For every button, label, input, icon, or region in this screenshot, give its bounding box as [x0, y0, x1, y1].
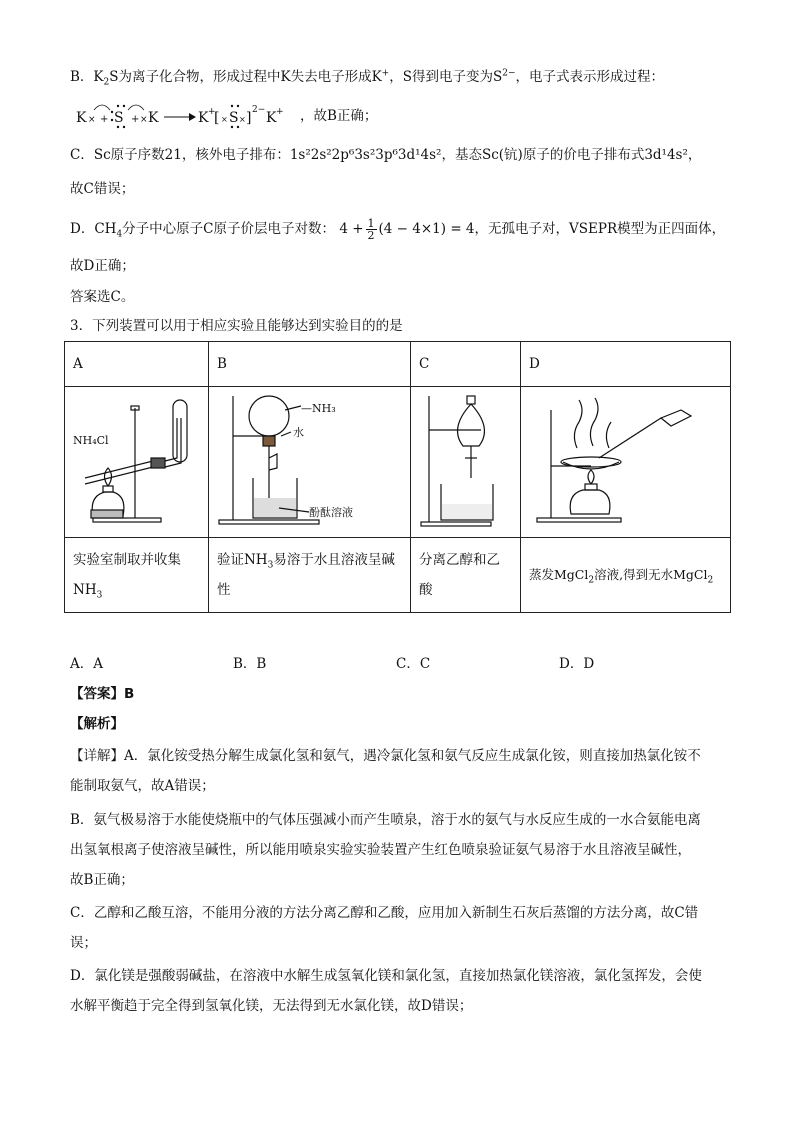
analysis-c-line1: C．乙醇和乙酸互溶，不能用分液的方法分离乙醇和乙酸，应用加入新制生石灰后蒸馏的方法分离，故C错	[70, 905, 699, 921]
analysis-a-line1: 【详解】A．氯化铵受热分解生成氯化氢和氨气，遇冷氯化氢和氨气反应生成氯化铵，则直接加热氯化铵不	[70, 748, 701, 764]
option-b-conclusion: ，故B正确；	[300, 108, 378, 124]
apparatus-b-cell	[209, 387, 411, 538]
option-a: A．A	[70, 656, 103, 672]
svg-text:+: +	[100, 114, 109, 125]
svg-text:×: ×	[239, 115, 246, 124]
label-phenolphthalein: 酚酞溶液	[309, 506, 353, 519]
apparatus-c-drawing	[411, 388, 517, 536]
svg-text:2−: 2−	[252, 105, 266, 115]
svg-text:K: K	[76, 110, 87, 126]
caption-b: 验证$NH_3$易溶于水且溶液呈碱 性	[209, 538, 411, 613]
apparatus-b-drawing	[209, 388, 405, 536]
caption-b-line2: 性	[217, 582, 231, 598]
svg-text:K: K	[198, 110, 209, 126]
svg-text:×: ×	[88, 115, 96, 125]
valence-configuration: 3d¹4s²	[644, 147, 688, 163]
text-run: 分子中心原子C原子价层电子对数：	[122, 221, 336, 237]
apparatus-c-cell	[411, 387, 521, 538]
text-run: S为离子化合物，形成过程中K失去电子形成K	[109, 69, 382, 85]
svg-text:[: [	[214, 110, 220, 126]
svg-text:×: ×	[221, 115, 228, 124]
option-b: B．B	[233, 656, 267, 672]
caption-d-line1: 蒸发MgCl	[529, 567, 589, 582]
analysis-a-line2: 能制取氨气，故A错误；	[70, 778, 215, 794]
question-3-table	[64, 341, 731, 613]
text-run: B．K	[70, 69, 104, 85]
formula-part: (4 − 4×1) = 4	[378, 221, 475, 237]
text-run: ，	[687, 147, 702, 163]
electron-formula-diagram	[74, 100, 314, 136]
caption-a-line2: NH	[73, 582, 97, 598]
apparatus-d-cell	[521, 387, 731, 538]
fraction-numerator: 1	[367, 217, 375, 230]
option-d: D．D	[559, 656, 595, 672]
apparatus-a-cell	[65, 387, 209, 538]
svg-text:+: +	[208, 107, 216, 117]
analysis-label: 【解析】	[70, 716, 124, 732]
caption-b-line1: 验证NH	[217, 552, 268, 568]
caption-a-line1: 实验室制取并收集	[73, 552, 181, 568]
apparatus-d-drawing	[521, 388, 721, 536]
text-run: D．CH	[70, 221, 117, 237]
table-header-c: C	[411, 342, 521, 387]
caption-c-line1: 分离乙醇和乙	[419, 552, 500, 568]
option-d-conclusion: 故D正确；	[70, 258, 135, 274]
option-c: C．C	[396, 656, 431, 672]
table-header-a: A	[65, 342, 209, 387]
label-water: 水	[293, 426, 304, 439]
option-c-conclusion: 故C错误；	[70, 181, 135, 197]
option-d-explanation: D．$CH_4$分子中心原子C原子价层电子对数： 4 + $\frac{1}{2}$ (4 − 4×1) = 4，无孤电子对，VSEPR模型为正四面体，	[70, 217, 726, 242]
analysis-d-line2: 水解平衡趋于完全得到氢氧化镁，无法得到无水氯化镁，故D错误；	[70, 998, 473, 1014]
electron-configuration: 1s²2s²2p⁶3s²3p⁶3d¹4s²	[289, 147, 442, 163]
label-nh4cl: NH₄Cl	[73, 434, 109, 447]
fraction-denominator: 2	[367, 229, 375, 242]
analysis-b-line3: 故B正确；	[70, 872, 134, 888]
analysis-c-line2: 误；	[70, 935, 97, 951]
svg-text:+: +	[131, 114, 140, 125]
option-c-explanation	[70, 145, 701, 165]
text-run: ，电子式表示形成过程：	[515, 69, 664, 85]
text-run: ，基态Sc(钪)原子的价电子排布式	[441, 147, 645, 163]
label-nh3: —NH₃	[301, 402, 336, 415]
analysis-b-line1: B．氨气极易溶于水能使烧瓶中的气体压强减小而产生喷泉，溶于水的氨气与水反应生成的一水合氨能电离	[70, 812, 701, 828]
analysis-b-line2: 出氢氧根离子使溶液呈碱性，所以能用喷泉实验实验装置产生红色喷泉验证氨气易溶于水且溶液呈碱性，	[70, 842, 691, 858]
svg-text:+: +	[276, 107, 284, 117]
apparatus-a-drawing	[65, 388, 205, 536]
fraction	[366, 218, 377, 241]
svg-text:×: ×	[140, 115, 148, 125]
table-header-d: D	[521, 342, 731, 387]
caption-d: 蒸发MgCl$_2$溶液,得到无水MgCl$_2$	[521, 538, 731, 613]
text-run: C．Sc原子序数21，核外电子排布：	[70, 147, 290, 163]
caption-d-line1-tail: 溶液,得到无水MgCl	[594, 567, 708, 582]
svg-text:]: ]	[246, 110, 252, 126]
caption-b-line1-tail: 易溶于水且溶液呈碱	[273, 552, 395, 568]
answer-label: 【答案】B	[70, 686, 135, 702]
previous-answer: 答案选C。	[70, 289, 135, 305]
svg-text:S: S	[229, 110, 239, 126]
option-b-explanation: B．$K_2S$为离子化合物，形成过程中K失去电子形成K+，S得到电子变为$S^{2-}$，电子式表示形成过程：	[70, 68, 664, 88]
table-header-b: B	[209, 342, 411, 387]
caption-c	[411, 538, 521, 613]
formula-part: 4 +	[339, 221, 364, 237]
analysis-d-line1: D．氯化镁是强酸弱碱盐，在溶液中水解生成氢氧化镁和氯化氢，直接加热氯化镁溶液，氯化氢挥发，会使	[70, 968, 702, 984]
text-run: ，S得到电子变为S	[389, 69, 503, 85]
question-3-stem: 3．下列装置可以用于相应实验且能够达到实验目的的是	[70, 318, 403, 334]
svg-text:K: K	[148, 110, 159, 126]
caption-c-line2: 酸	[419, 582, 433, 598]
text-run: ，无孤电子对，VSEPR模型为正四面体，	[474, 221, 726, 237]
svg-text:S: S	[114, 110, 124, 126]
caption-a: 实验室制取并收集 $NH_3$	[65, 538, 209, 613]
svg-text:K: K	[266, 110, 277, 126]
